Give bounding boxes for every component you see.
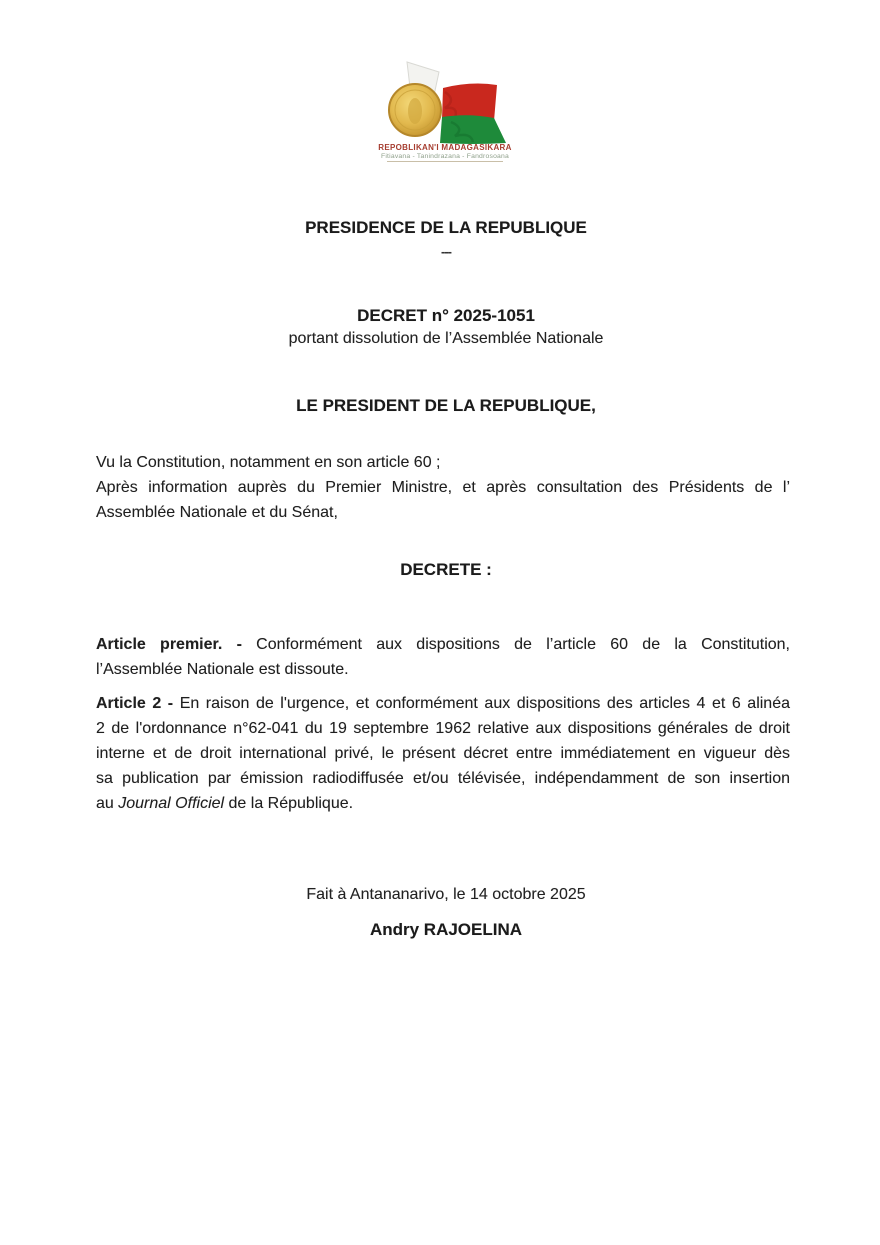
president-heading: LE PRESIDENT DE LA REPUBLIQUE, <box>296 396 596 415</box>
gold-seal-figure <box>408 98 422 124</box>
article1-label: Article premier. - <box>96 636 242 653</box>
article2-line-1 <box>96 694 790 714</box>
coat-of-arms-graphic <box>365 58 525 168</box>
article2-line-3: interne et de droit international privé, le présent décret entre immédiatement en vigueur dès <box>96 745 790 762</box>
journal-officiel-italic: Journal Officiel <box>118 795 225 812</box>
logo-caption-republic: REPOBLIKAN'I MADAGASIKARA <box>378 143 512 152</box>
article1-line-1 <box>96 635 790 655</box>
presidency-title: PRESIDENCE DE LA REPUBLIQUE <box>305 218 587 237</box>
preamble-line-2: Après information auprès du Premier Ministre, et après consultation des Présidents de l’ <box>96 479 790 496</box>
preamble-line-1: Vu la Constitution, notamment en son article 60 ; <box>96 454 441 471</box>
article2-line-4: sa publication par émission radiodiffusée et/ou télévisée, indépendamment de son insertion <box>96 770 790 787</box>
article2-text-1: En raison de l'urgence, et conformément aux dispositions des articles 4 et 6 alinéa <box>179 695 790 712</box>
preamble-line-3: Assemblée Nationale et du Sénat, <box>96 504 338 521</box>
article2-text-5b: de la République. <box>224 795 354 812</box>
article2-line-2: 2 de l'ordonnance n°62-041 du 19 septembre 1962 relative aux dispositions générales de droit <box>96 720 790 737</box>
decrete-heading: DECRETE : <box>400 560 492 579</box>
decree-number-title: DECRET n° 2025-1051 <box>357 306 535 325</box>
signature-name: Andry RAJOELINA <box>369 920 523 939</box>
separator-dashes: --- <box>441 244 451 259</box>
decree-subtitle: portant dissolution de l’Assemblée Nationale <box>288 330 604 347</box>
logo-caption-motto: Fitiavana - Tanindrazana - Fandrosoana <box>380 153 510 160</box>
place-date-line: Fait à Antananarivo, le 14 octobre 2025 <box>306 886 586 903</box>
madagascar-coat-of-arms <box>365 58 525 168</box>
article1-text-1: Conformément aux dispositions de l’article 60 de la Constitution, <box>256 636 791 653</box>
article2-text-5a: au <box>96 795 119 812</box>
article2-label: Article 2 - <box>96 695 174 712</box>
article2-line-5 <box>96 794 790 814</box>
article1-line-2: l’Assemblée Nationale est dissoute. <box>96 661 349 678</box>
